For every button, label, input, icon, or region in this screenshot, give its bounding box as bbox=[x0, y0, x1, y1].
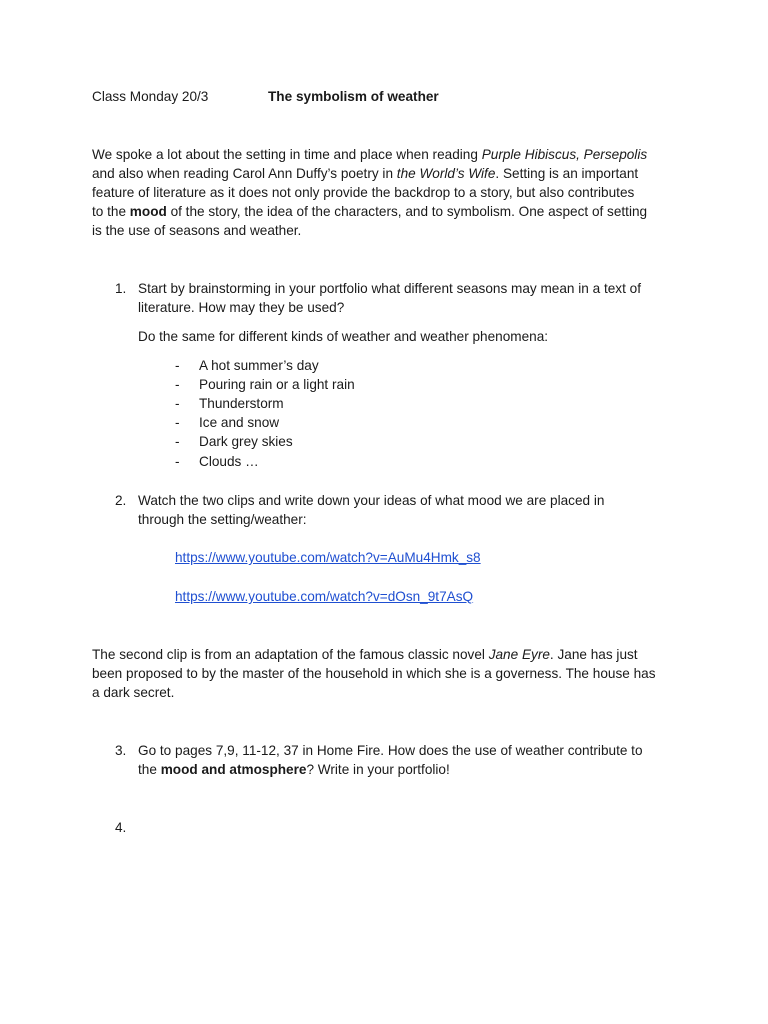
task-2-number: 2. bbox=[115, 493, 127, 508]
task-3-line-2 bbox=[138, 760, 450, 780]
intro-text: We spoke a lot about the setting in time and place when reading bbox=[92, 147, 482, 162]
task-1-number: 1. bbox=[115, 281, 127, 296]
novel-title: Jane Eyre bbox=[488, 647, 550, 662]
dash-marker: - bbox=[175, 358, 180, 373]
list-item-text: Clouds … bbox=[199, 454, 259, 469]
dash-marker: - bbox=[175, 377, 180, 392]
note-line-1 bbox=[92, 645, 638, 665]
youtube-link-1[interactable]: https://www.youtube.com/watch?v=AuMu4Hmk_s8 bbox=[175, 550, 481, 565]
list-item-text: Pouring rain or a light rain bbox=[199, 377, 355, 392]
dash-marker: - bbox=[175, 454, 180, 469]
list-item-text: Ice and snow bbox=[199, 415, 280, 430]
intro-text: . Setting is an important bbox=[495, 166, 639, 181]
note-line-3: a dark secret. bbox=[92, 685, 175, 700]
intro-line-1 bbox=[92, 145, 647, 165]
dash-marker: - bbox=[175, 434, 180, 449]
task-1-line-3: Do the same for different kinds of weather and weather phenomena: bbox=[138, 329, 549, 344]
intro-text: and also when reading Carol Ann Duffy’s poetry in bbox=[92, 166, 397, 181]
dash-marker: - bbox=[175, 396, 180, 411]
task-4-number: 4. bbox=[115, 820, 127, 835]
note-line-2: been proposed to by the master of the household in which she is a governess. The house has bbox=[92, 666, 656, 681]
task-3-number: 3. bbox=[115, 743, 127, 758]
class-label: Class Monday 20/3 bbox=[92, 89, 209, 104]
task-1-line-1: Start by brainstorming in your portfolio what different seasons may mean in a text of bbox=[138, 281, 641, 296]
task-3-line-1: Go to pages 7,9, 11-12, 37 in Home Fire. How does the use of weather contribute to bbox=[138, 743, 643, 758]
mood-atmosphere-emphasis: mood and atmosphere bbox=[160, 762, 307, 777]
task-3-text: the bbox=[138, 762, 161, 777]
list-item-text: Dark grey skies bbox=[199, 434, 293, 449]
book-titles: Purple Hibiscus, Persepolis bbox=[481, 147, 648, 162]
task-2-line-2: through the setting/weather: bbox=[138, 512, 307, 527]
task-3-text: ? Write in your portfolio! bbox=[306, 762, 450, 777]
dash-marker: - bbox=[175, 415, 180, 430]
intro-line-4 bbox=[92, 202, 647, 222]
note-text: The second clip is from an adaptation of the famous classic novel bbox=[92, 647, 489, 662]
intro-text: to the bbox=[92, 204, 130, 219]
note-text: . Jane has just bbox=[549, 647, 638, 662]
intro-text: of the story, the idea of the characters, and to symbolism. One aspect of setting bbox=[166, 204, 648, 219]
document-title: The symbolism of weather bbox=[268, 89, 439, 104]
mood-emphasis: mood bbox=[129, 204, 167, 219]
task-1-line-2: literature. How may they be used? bbox=[138, 300, 345, 315]
intro-line-2 bbox=[92, 164, 638, 184]
list-item-text: A hot summer’s day bbox=[199, 358, 319, 373]
youtube-link-2[interactable]: https://www.youtube.com/watch?v=dOsn_9t7AsQ bbox=[175, 589, 474, 604]
list-item-text: Thunderstorm bbox=[199, 396, 284, 411]
intro-line-5: is the use of seasons and weather. bbox=[92, 223, 302, 238]
poetry-title: the World’s Wife bbox=[396, 166, 496, 181]
task-2-line-1: Watch the two clips and write down your ideas of what mood we are placed in bbox=[138, 493, 605, 508]
intro-line-3: feature of literature as it does not only provide the backdrop to a story, but also contributes bbox=[92, 185, 635, 200]
